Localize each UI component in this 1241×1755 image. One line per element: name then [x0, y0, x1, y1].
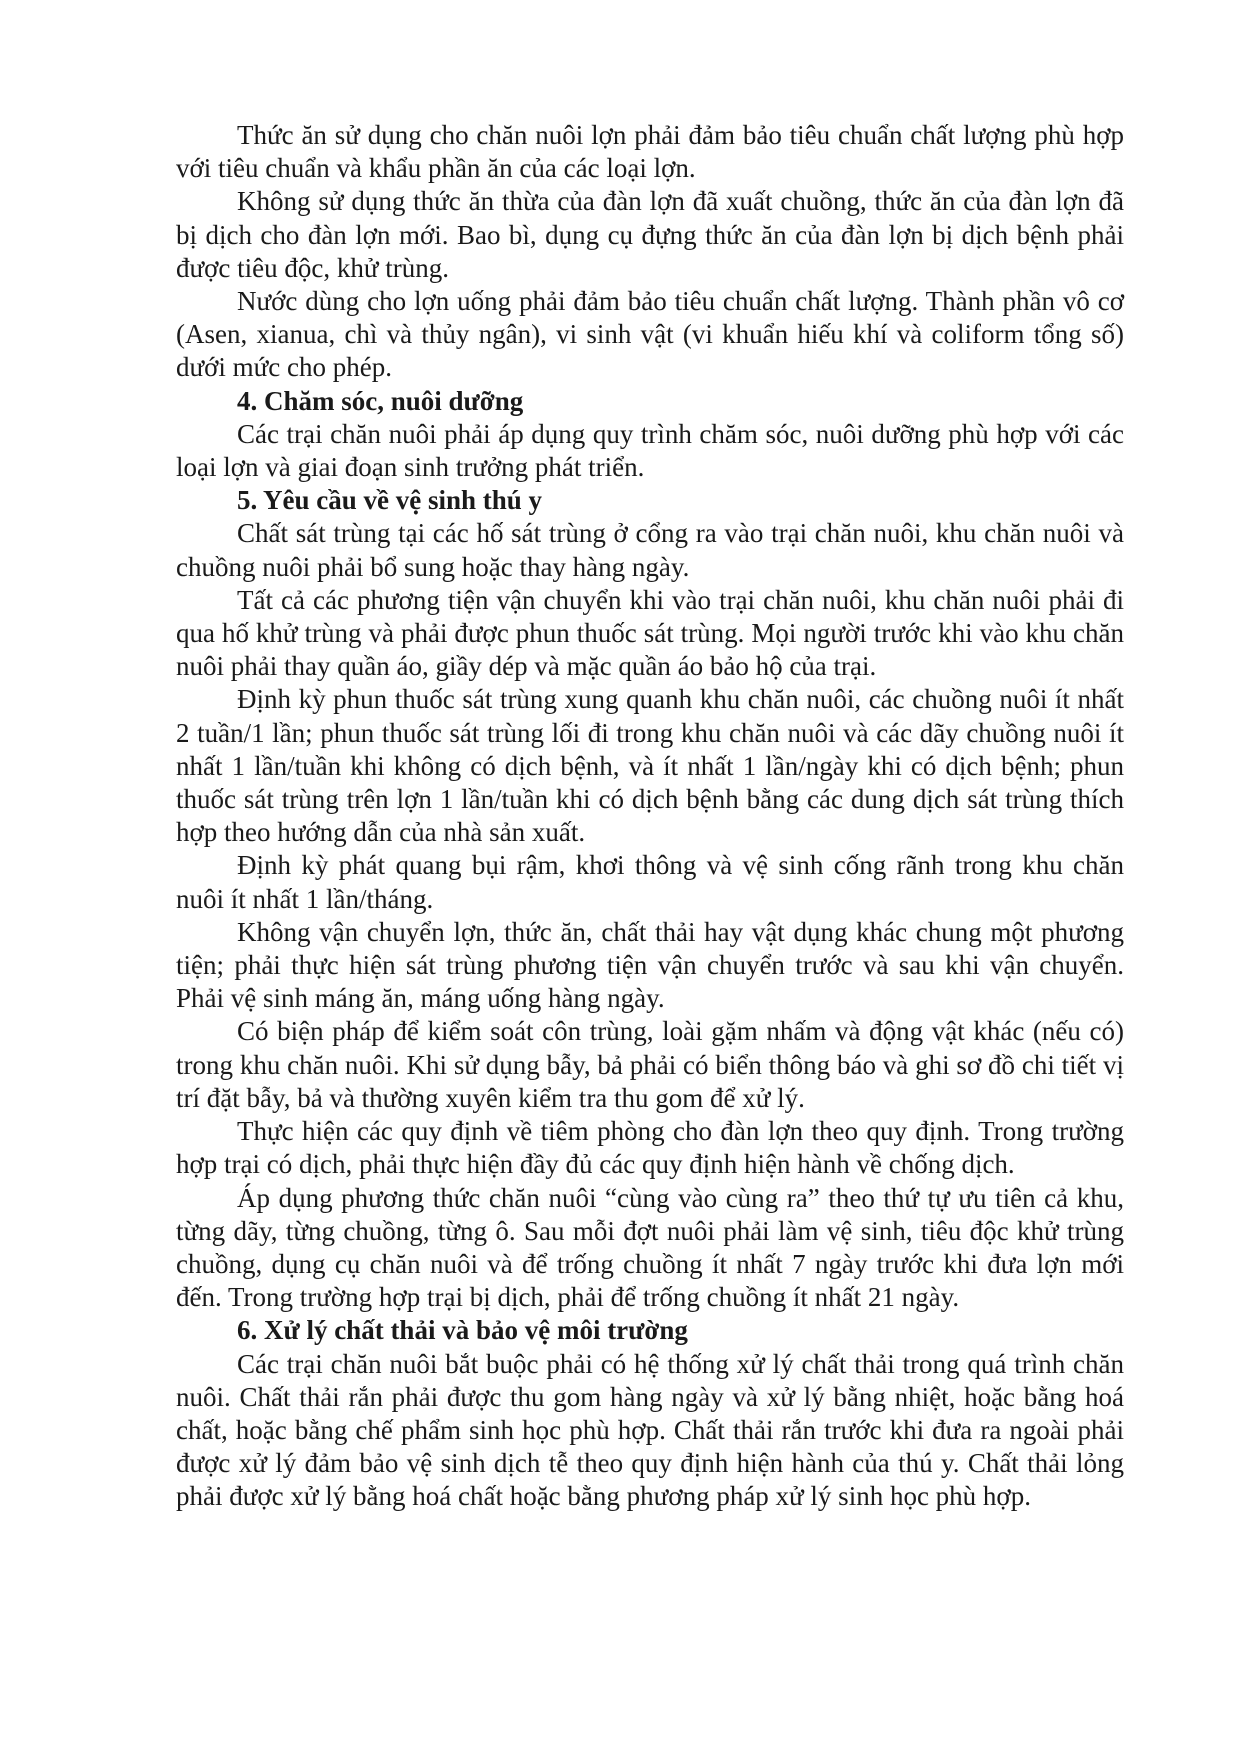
paragraph-spraying-schedule: Định kỳ phun thuốc sát trùng xung quanh khu chăn nuôi, các chuồng nuôi ít nhất 2 tuần/1 lần; phun thuốc sát trùng lối đi trong khu chăn nuôi và các dãy chuồng nuôi ít nhất 1 lần/tuần khi không có dịch bệnh, và ít nhất 1 lần/ngày khi có dịch bệnh; phun thuốc sát trùng trên lợn 1 lần/tuần khi có dịch bệnh bằng các dung dịch sát trùng thích hợp theo hướng dẫn của nhà sản xuất. — [176, 684, 1124, 848]
paragraph-vehicles-disinfection: Tất cả các phương tiện vận chuyển khi vào trại chăn nuôi, khu chăn nuôi phải đi qua hố khử trùng và phải được phun thuốc sát trùng. Mọi người trước khi vào khu chăn nuôi phải thay quần áo, giầy dép và mặc quần áo bảo hộ của trại. — [176, 584, 1124, 682]
paragraph-care-process: Các trại chăn nuôi phải áp dụng quy trình chăm sóc, nuôi dưỡng phù hợp với các loại lợn và giai đoạn sinh trưởng phát triển. — [176, 418, 1124, 483]
paragraph-clearing-drains: Định kỳ phát quang bụi rậm, khơi thông và vệ sinh cống rãnh trong khu chăn nuôi ít nhất 1 lần/tháng. — [176, 850, 1124, 914]
paragraph-drinking-water: Nước dùng cho lợn uống phải đảm bảo tiêu chuẩn chất lượng. Thành phần vô cơ (Asen, xianua, chì và thủy ngân), vi sinh vật (vi khuẩn hiếu khí và coliform tổng số) dưới mức cho phép. — [176, 286, 1124, 383]
paragraph-waste-system: Các trại chăn nuôi bắt buộc phải có hệ thống xử lý chất thải trong quá trình chăn nuôi. Chất thải rắn phải được thu gom hàng ngày và xử lý bằng nhiệt, hoặc bằng hoá chất, hoặc bằng chế phẩm sinh học phù hợp. Chất thải rắn trước khi đưa ra ngoài phải được xử lý đảm bảo vệ sinh dịch tễ theo quy định hiện hành của thú y. Chất thải lỏng phải được xử lý bằng hoá chất hoặc bằng phương pháp xử lý sinh học phù hợp. — [176, 1348, 1124, 1512]
section-heading-waste-treatment: 6. Xử lý chất thải và bảo vệ môi trường — [237, 1315, 688, 1346]
paragraph-leftover-feed: Không sử dụng thức ăn thừa của đàn lợn đã xuất chuồng, thức ăn của đàn lợn đã bị dịch cho đàn lợn mới. Bao bì, dụng cụ đựng thức ăn của đàn lợn bị dịch bệnh phải được tiêu độc, khử trùng. — [176, 186, 1124, 283]
paragraph-all-in-all-out: Áp dụng phương thức chăn nuôi “cùng vào cùng ra” theo thứ tự ưu tiên cả khu, từng dãy, từng chuồng, từng ô. Sau mỗi đợt nuôi phải làm vệ sinh, tiêu độc khử trùng chuồng, dụng cụ chăn nuôi và để trống chuồng ít nhất 7 ngày trước khi đưa lợn mới đến. Trong trường hợp trại bị dịch, phải để trống chuồng ít nhất 21 ngày. — [176, 1182, 1124, 1313]
paragraph-pest-control: Có biện pháp để kiểm soát côn trùng, loài gặm nhấm và động vật khác (nếu có) trong khu chăn nuôi. Khi sử dụng bẫy, bả phải có biển thông báo và ghi sơ đồ chi tiết vị trí đặt bẫy, bả và thường xuyên kiểm tra thu gom để xử lý. — [176, 1016, 1124, 1113]
section-heading-veterinary-hygiene: 5. Yêu cầu về vệ sinh thú y — [237, 485, 543, 516]
paragraph-vaccination: Thực hiện các quy định về tiêm phòng cho đàn lợn theo quy định. Trong trường hợp trại có dịch, phải thực hiện đầy đủ các quy định hiện hành về chống dịch. — [176, 1116, 1124, 1180]
paragraph-disinfectant-pits: Chất sát trùng tại các hố sát trùng ở cổng ra vào trại chăn nuôi, khu chăn nuôi và chuồng nuôi phải bổ sung hoặc thay hàng ngày. — [176, 518, 1124, 582]
document-page — [176, 119, 1124, 1514]
section-heading-care-feeding: 4. Chăm sóc, nuôi dưỡng — [237, 385, 524, 416]
paragraph-transport-rules: Không vận chuyển lợn, thức ăn, chất thải hay vật dụng khác chung một phương tiện; phải thực hiện sát trùng phương tiện vận chuyển trước và sau khi vận chuyển. Phải vệ sinh máng ăn, máng uống hàng ngày. — [176, 916, 1124, 1014]
paragraph-feed-standard: Thức ăn sử dụng cho chăn nuôi lợn phải đảm bảo tiêu chuẩn chất lượng phù hợp với tiêu chuẩn và khẩu phần ăn của các loại lợn. — [176, 120, 1124, 184]
